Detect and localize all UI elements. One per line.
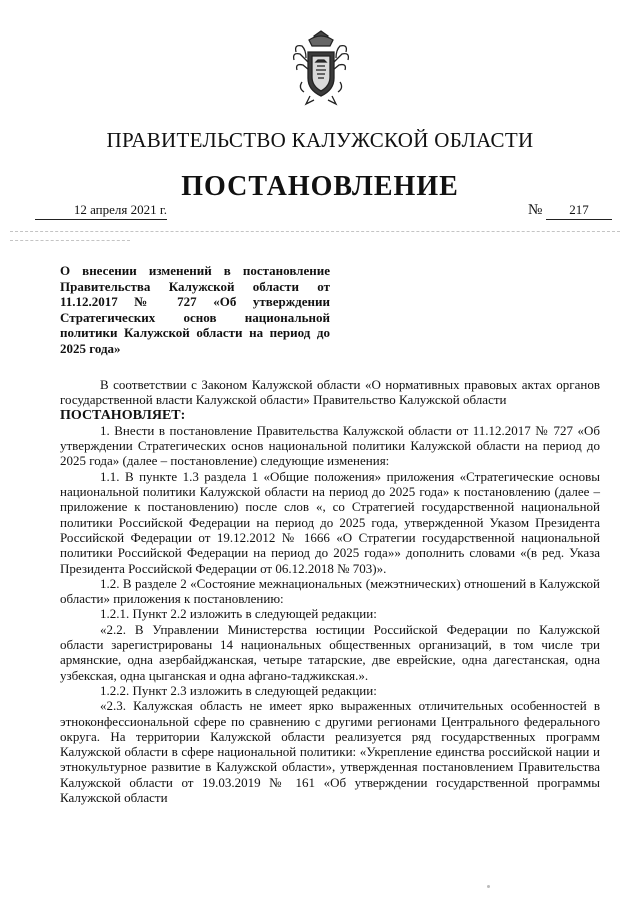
document-body: [60, 377, 600, 805]
document-number: 217: [546, 202, 612, 220]
document-subject: О внесении изменений в постановление Правительства Калужской области от 11.12.2017 № 727 «Об утверждении Стратегических основ национальной политики Калужской области на период до 2025 года»: [60, 263, 330, 356]
number-label: №: [528, 202, 543, 218]
document-type-title: ПОСТАНОВЛЕНИЕ: [181, 171, 459, 202]
document-date: 12 апреля 2021 г.: [35, 202, 167, 220]
scan-artifact-line: [10, 231, 620, 232]
clause-1-2-1: 1.2.1. Пункт 2.2 изложить в следующей редакции:: [100, 606, 377, 622]
preamble-paragraph: В соответствии с Законом Калужской области «О нормативных правовых актах органов государственной власти Калужской области» Правительство Калужской области: [60, 377, 600, 408]
clause-2-2-text: «2.2. В Управлении Министерства юстиции Российской Федерации по Калужской области зарегистрированы 14 национальных общественных организаций, в том числе три армянские, одна азербайджанская, четыре татарские, две еврейские, одна дагестанская, одна узбекская, одна цыганская и одна афгано-таджикская.».: [60, 621, 600, 683]
government-title: ПРАВИТЕЛЬСТВО КАЛУЖСКОЙ ОБЛАСТИ: [106, 128, 534, 152]
clause-1-1: 1.1. В пункте 1.3 раздела 1 «Общие положения» приложения «Стратегические основы национальной политики Калужской области на период до 2025 года» к постановлению (далее – приложение к постановлению) после слов «, со Стратегией государственной национальной политики Российской Федерации на период до 2025 года, утвержденной Указом Президента Российской Федерации от 19.12.2012 № 1666 «О Стратегии государственной национальной политики Российской Федерации на период до 2025 года»» дополнить словами «(в ред. Указа Президента Российской Федерации от 06.12.2018 № 703)».: [60, 468, 600, 576]
clause-1-2: 1.2. В разделе 2 «Состояние межнациональных (межэтнических) отношений в Калужской области» приложения к постановлению:: [60, 575, 600, 607]
clause-1-2-2: 1.2.2. Пункт 2.3 изложить в следующей редакции:: [100, 682, 377, 698]
kaluga-coat-of-arms-icon: [292, 30, 350, 108]
scan-artifact-line: [10, 240, 130, 241]
scan-artifact-dot: [487, 885, 490, 888]
clause-1: 1. Внести в постановление Правительства Калужской области от 11.12.2017 № 727 «Об утверждении Стратегических основ национальной политики Калужской области на период до 2025 года» (далее – постановление) следующие изменения:: [60, 422, 600, 469]
decree-word: ПОСТАНОВЛЯЕТ:: [60, 407, 186, 423]
clause-2-3-text: «2.3. Калужская область не имеет ярко выраженных отличительных особенностей в этноконфессиональной сфере по сравнению с другими регионами Центрального федерального округа. На территории Калужской области реализуется ряд государственных программ Калужской области в сфере национальной политики: «Укрепление единства российской нации и этнокультурное развитие в Калужской области», утвержденная постановлением Правительства Калужской области от 19.03.2019 № 161 «Об утверждении государственной программы Калужской области: [60, 698, 600, 806]
